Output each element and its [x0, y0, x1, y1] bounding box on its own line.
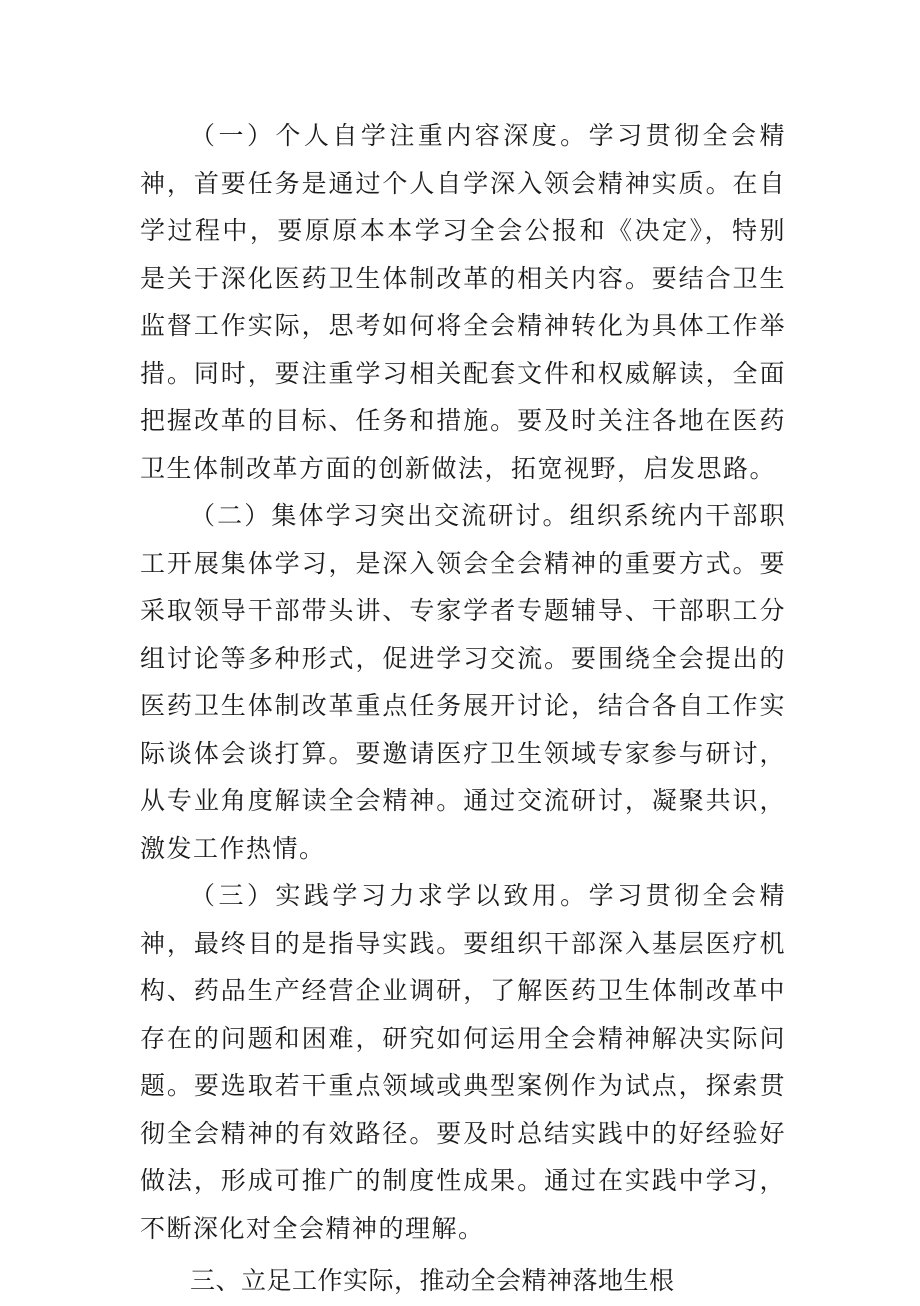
paragraph-group-study: （二）集体学习突出交流研讨。组织系统内干部职工开展集体学习，是深入领会全会精神的重要方式。要采取领导干部带头讲、专家学者专题辅导、干部职工分组讨论等多种形式，促进学习交流。要围绕全会提出的医药卫生体制改革重点任务展开讨论，结合各自工作实际谈体会谈打算。要邀请医疗卫生领域专家参与研讨，从专业角度解读全会精神。通过交流研讨，凝聚共识，激发工作热情。 — [140, 501, 786, 863]
paragraph-practice-study: （三）实践学习力求学以致用。学习贯彻全会精神，最终目的是指导实践。要组织干部深入基层医疗机构、药品生产经营企业调研，了解医药卫生体制改革中存在的问题和困难，研究如何运用全会精神解决实际问题。要选取若干重点领域或典型案例作为试点，探索贯彻全会精神的有效路径。要及时总结实践中的好经验好做法，形成可推广的制度性成果。通过在实践中学习，不断深化对全会精神的理解。 — [140, 881, 786, 1243]
paragraph-self-study: （一）个人自学注重内容深度。学习贯彻全会精神，首要任务是通过个人自学深入领会精神实质。在自学过程中，要原原本本学习全会公报和《决定》，特别是关于深化医药卫生体制改革的相关内容。要结合卫生监督工作实际，思考如何将全会精神转化为具体工作举措。同时，要注重学习相关配套文件和权威解读，全面把握改革的目标、任务和措施。要及时关注各地在医药卫生体制改革方面的创新做法，拓宽视野，启发思路。 — [140, 121, 786, 483]
document-body — [140, 112, 786, 1306]
section-heading: 三、立足工作实际，推动全会精神落地生根 — [190, 1266, 675, 1295]
